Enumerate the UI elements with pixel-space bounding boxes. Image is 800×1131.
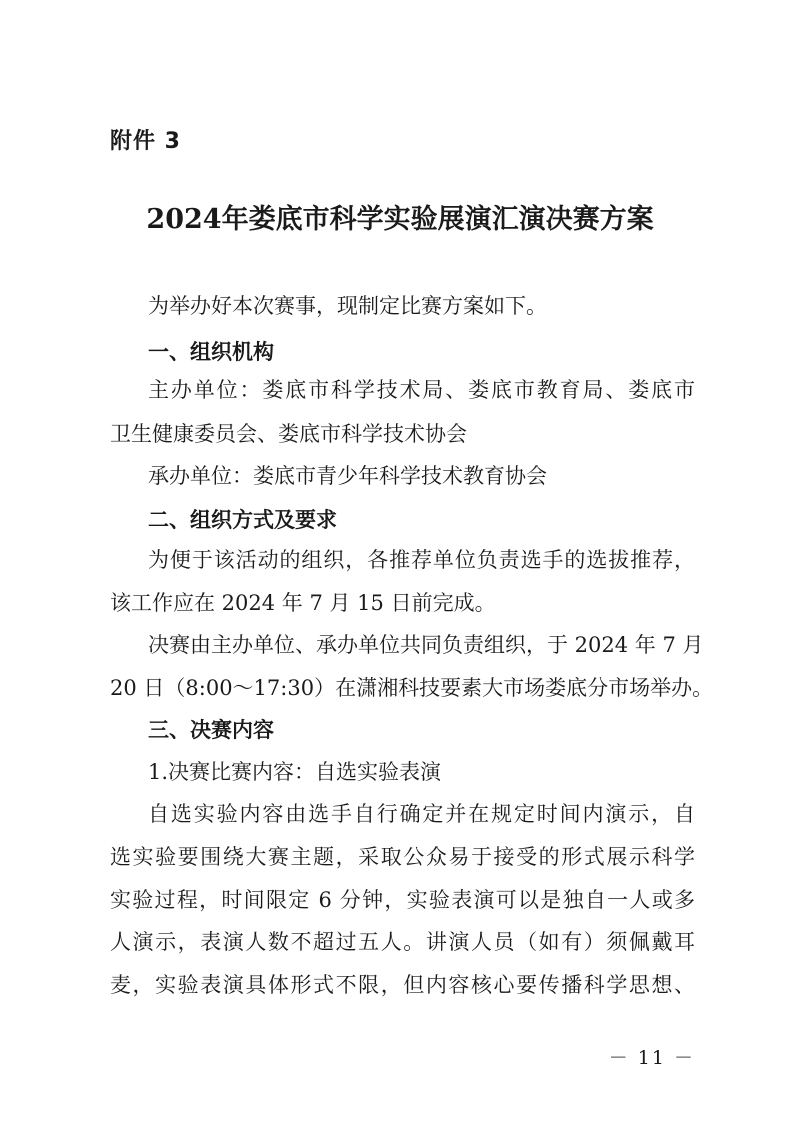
content-paragraph-line-2: 选实验要围绕大赛主题，采取公众易于接受的形式展示科学 <box>110 845 695 869</box>
section-heading-organization: 一、组织机构 <box>148 340 274 364</box>
content-paragraph-line-4: 人演示，表演人数不超过五人。讲演人员（如有）须佩戴耳 <box>110 930 695 954</box>
section-heading-method: 二、组织方式及要求 <box>148 508 337 532</box>
page-number: － 11 － <box>608 1047 695 1069</box>
method-paragraph-1-line-1: 为便于该活动的组织，各推荐单位负责选手的选拔推荐， <box>148 548 695 572</box>
content-paragraph-line-5: 麦，实验表演具体形式不限，但内容核心要传播科学思想、 <box>110 973 695 997</box>
method-paragraph-2-line-1: 决赛由主办单位、承办单位共同负责组织，于 2024 年 7 月 <box>148 633 704 657</box>
document-title: 2024年娄底市科学实验展演汇演决赛方案 <box>146 204 654 235</box>
method-paragraph-1-line-2: 该工作应在 2024 年 7 月 15 日前完成。 <box>110 591 496 615</box>
host-units-line-1: 主办单位：娄底市科学技术局、娄底市教育局、娄底市 <box>148 378 695 402</box>
attachment-label: 附件 3 <box>110 129 181 154</box>
content-paragraph-line-1: 自选实验内容由选手自行确定并在规定时间内演示，自 <box>148 802 695 826</box>
method-paragraph-2-line-2: 20 日（8:00～17:30）在潇湘科技要素大市场娄底分市场举办。 <box>110 676 714 700</box>
content-item-1: 1.决赛比赛内容：自选实验表演 <box>148 760 442 784</box>
host-units-line-2: 卫生健康委员会、娄底市科学技术协会 <box>110 422 467 446</box>
content-paragraph-line-3: 实验过程，时间限定 6 分钟，实验表演可以是独自一人或多 <box>110 888 695 912</box>
section-heading-content: 三、决赛内容 <box>148 718 274 742</box>
intro-paragraph: 为举办好本次赛事，现制定比赛方案如下。 <box>148 294 547 318</box>
organizer-unit-line: 承办单位：娄底市青少年科学技术教育协会 <box>148 464 547 488</box>
